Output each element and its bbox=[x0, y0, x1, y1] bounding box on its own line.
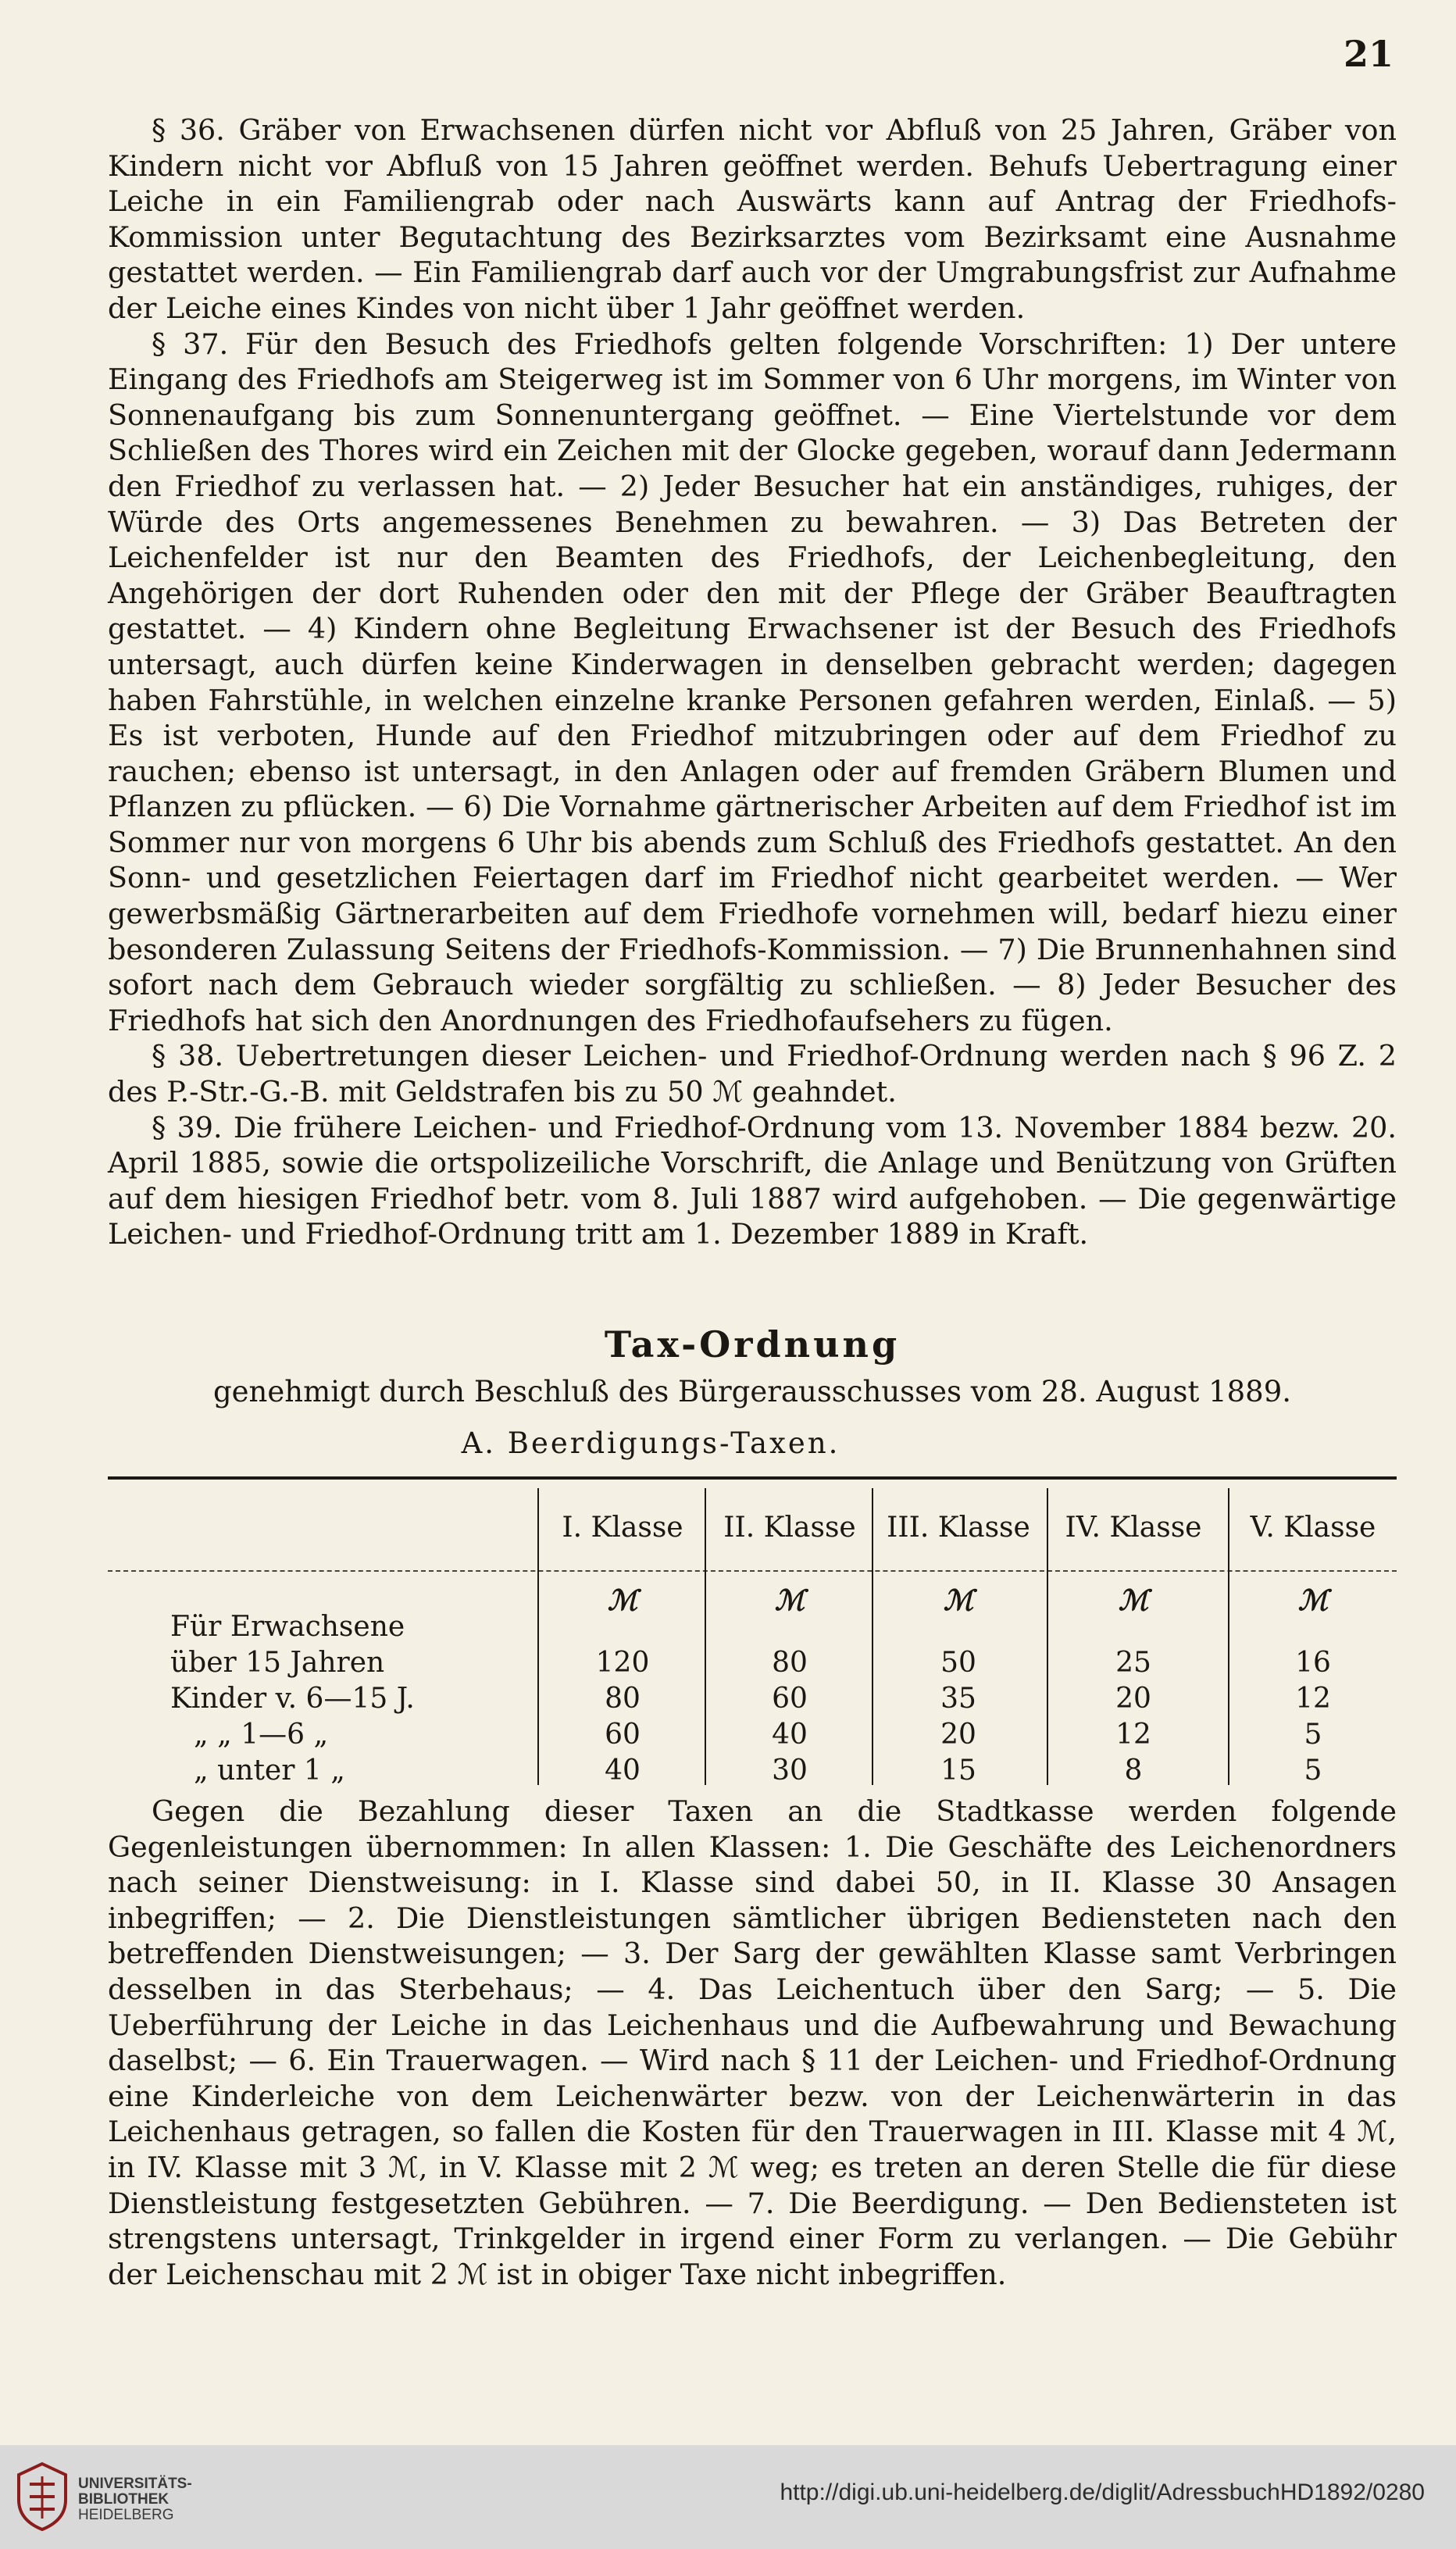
viewer-footer bbox=[0, 2445, 1456, 2549]
column-header-class-4: IV. Klasse bbox=[1065, 1512, 1202, 1544]
table-cell: 120 bbox=[595, 1647, 650, 1679]
library-logo-text bbox=[78, 2476, 192, 2523]
university-seal-icon bbox=[14, 2461, 70, 2533]
table-cell: 5 bbox=[1304, 1755, 1322, 1787]
row-label: „ „ 1—6 „ bbox=[194, 1719, 329, 1751]
row-label: Kinder v. 6—15 J. bbox=[170, 1683, 415, 1715]
source-url-link[interactable]: http://digi.ub.uni-heidelberg.de/diglit/AdressbuchHD1892/0280 bbox=[780, 2479, 1425, 2505]
column-header-class-5: V. Klasse bbox=[1250, 1512, 1376, 1544]
tax-title: Tax-Ordnung bbox=[604, 1323, 901, 1366]
unit-label: ℳ bbox=[1118, 1584, 1149, 1617]
column-header-class-1: I. Klasse bbox=[562, 1512, 683, 1544]
table-cell: 25 bbox=[1115, 1647, 1151, 1679]
unit-label: ℳ bbox=[607, 1584, 638, 1617]
table-cell: 5 bbox=[1304, 1719, 1322, 1751]
column-header-class-2: II. Klasse bbox=[723, 1512, 856, 1544]
table-cell: 35 bbox=[940, 1683, 976, 1715]
library-name-line: BIBLIOTHEK bbox=[78, 2491, 170, 2508]
library-name-line: UNIVERSITÄTS- bbox=[78, 2476, 192, 2492]
table-cell: 20 bbox=[940, 1719, 976, 1751]
table-top-rule bbox=[108, 1476, 1397, 1480]
table-cell: 60 bbox=[772, 1683, 808, 1715]
row-label: über 15 Jahren bbox=[170, 1647, 385, 1679]
services-text bbox=[108, 1794, 1397, 2292]
table-cell: 40 bbox=[772, 1719, 808, 1751]
table-cell: 12 bbox=[1295, 1683, 1331, 1715]
unit-label: ℳ bbox=[943, 1584, 974, 1617]
page-number: 21 bbox=[1343, 33, 1394, 75]
paragraph-38: § 38. Uebertretungen dieser Leichen- und Friedhof-Ordnung werden nach § 96 Z. 2 des P.-Str.-G.-B. mit Geldstrafen bis zu 50 ℳ geahndet. bbox=[108, 1039, 1397, 1109]
column-divider bbox=[1047, 1488, 1048, 1785]
row-label: Für Erwachsene bbox=[170, 1611, 405, 1643]
table-cell: 80 bbox=[772, 1647, 808, 1679]
row-label: „ unter 1 „ bbox=[194, 1755, 345, 1787]
library-name-line: HEIDELBERG bbox=[78, 2507, 174, 2523]
table-cell: 30 bbox=[772, 1755, 808, 1787]
unit-label: ℳ bbox=[1297, 1584, 1329, 1617]
paragraph-36: § 36. Gräber von Erwachsenen dürfen nicht vor Abfluß von 25 Jahren, Gräber von Kindern nicht vor Abfluß von 15 Jahren geöffnet werden. Behufs Uebertragung einer Leiche in ein Familiengrab oder nach Auswärts kann auf Antrag der Friedhofs-Kommission unter Begutachtung des Bezirksarztes vom Bezirksamt eine Ausnahme gestattet werden. — Ein Familiengrab darf auch vor der Umgrabungsfrist zur Aufnahme der Leiche eines Kindes von nicht über 1 Jahr geöffnet werden. bbox=[108, 113, 1397, 325]
table-cell: 80 bbox=[605, 1683, 641, 1715]
paragraph-39: § 39. Die frühere Leichen- und Friedhof-Ordnung vom 13. November 1884 bezw. 20. April 1885, sowie die ortspolizeiliche Vorschrift, die Anlage und Benützung von Grüften auf dem hiesigen Friedhof betr. vom 8. Juli 1887 wird aufgehoben. — Die gegenwärtige Leichen- und Friedhof-Ordnung tritt am 1. Dezember 1889 in Kraft. bbox=[108, 1110, 1397, 1251]
services-paragraph: Gegen die Bezahlung dieser Taxen an die Stadtkasse werden folgende Gegenleistungen übernommen: In allen Klassen: 1. Die Geschäfte des Leichenordners nach seiner Dienstweisung: in I. Klasse sind dabei 50, in II. Klasse 30 Ansagen inbegriffen; — 2. Die Dienstleistungen sämtlicher übrigen Bediensteten nach den betreffenden Dienstweisungen; — 3. Der Sarg der gewählten Klasse samt Verbringen desselben in das Sterbehaus; — 4. Das Leichentuch über den Sarg; — 5. Die Ueberführung der Leiche in das Leichenhaus und die Aufbewahrung und Bewachung daselbst; — 6. Ein Trauerwagen. — Wird nach § 11 der Leichen- und Friedhof-Ordnung eine Kinderleiche von dem Leichenwärter bezw. von der Leichenwärterin in das Leichenhaus getragen, so fallen die Kosten für den Trauerwagen in III. Klasse mit 4 ℳ, in IV. Klasse mit 3 ℳ, in V. Klasse mit 2 ℳ weg; es treten an deren Stelle die für diese Dienstleistung festgesetzten Gebühren. — 7. Die Beerdigung. — Den Bediensteten ist strengstens untersagt, Trinkgelder in irgend einer Form zu verlangen. — Die Gebühr der Leichenschau mit 2 ℳ ist in obiger Taxe nicht inbegriffen. bbox=[108, 1794, 1397, 2291]
tax-subtitle: genehmigt durch Beschluß des Bürgerausschusses vom 28. August 1889. bbox=[212, 1375, 1292, 1408]
table-cell: 8 bbox=[1124, 1755, 1143, 1787]
unit-label: ℳ bbox=[774, 1584, 805, 1617]
table-cell: 20 bbox=[1115, 1683, 1151, 1715]
table-cell: 60 bbox=[605, 1719, 641, 1751]
table-cell: 40 bbox=[605, 1755, 641, 1787]
table-cell: 15 bbox=[940, 1755, 976, 1787]
table-cell: 16 bbox=[1295, 1647, 1331, 1679]
paragraph-37: § 37. Für den Besuch des Friedhofs gelten folgende Vorschriften: 1) Der untere Eingang des Friedhofs am Steigerweg ist im Sommer von 6 Uhr morgens, im Winter von Sonnenaufgang bis zum Sonnenuntergang geöffnet. — Eine Viertelstunde vor dem Schließen des Thores wird ein Zeichen mit der Glocke gegeben, worauf dann Jedermann den Friedhof zu verlassen hat. — 2) Jeder Besucher hat ein anständiges, ruhiges, der Würde des Orts angemessenes Benehmen zu bewahren. — 3) Das Betreten der Leichenfelder ist nur den Beamten des Friedhofs, der Leichenbegleitung, den Angehörigen der dort Ruhenden oder den mit der Pflege der Gräber Beauftragten gestattet. — 4) Kindern ohne Begleitung Erwachsener ist der Besuch des Friedhofs untersagt, auch dürfen keine Kinderwagen in denselben gebracht werden; dagegen haben Fahrstühle, in welchen einzelne kranke Personen gefahren werden, Einlaß. — 5) Es ist verboten, Hunde auf den Friedhof mitzubringen oder auf dem Friedhof zu rauchen; ebenso ist untersagt, in den Anlagen oder auf fremden Gräbern Blumen und Pflanzen zu pflücken. — 6) Die Vornahme gärtnerischer Arbeiten auf dem Friedhof ist im Sommer nur von morgens 6 Uhr bis abends zum Schluß des Friedhofs gestattet. An den Sonn- und gesetzlichen Feiertagen darf im Friedhof nicht gearbeitet werden. — Wer gewerbsmäßig Gärtnerarbeiten auf dem Friedhofe vornehmen will, bedarf hiezu einer besonderen Zulassung Seitens der Friedhofs-Kommission. — 7) Die Brunnenhahnen sind sofort nach dem Gebrauch wieder sorgfältig zu schließen. — 8) Jeder Besucher des Friedhofs hat sich den Anordnungen des Friedhofaufsehers zu fügen. bbox=[108, 327, 1397, 1037]
table-cell: 12 bbox=[1115, 1719, 1151, 1751]
regulations-text bbox=[108, 112, 1397, 1252]
column-header-class-3: III. Klasse bbox=[887, 1512, 1030, 1544]
table-header-rule bbox=[108, 1570, 1397, 1572]
table-cell: 50 bbox=[940, 1647, 976, 1679]
tax-section-title: A. Beerdigungs-Taxen. bbox=[461, 1426, 840, 1460]
